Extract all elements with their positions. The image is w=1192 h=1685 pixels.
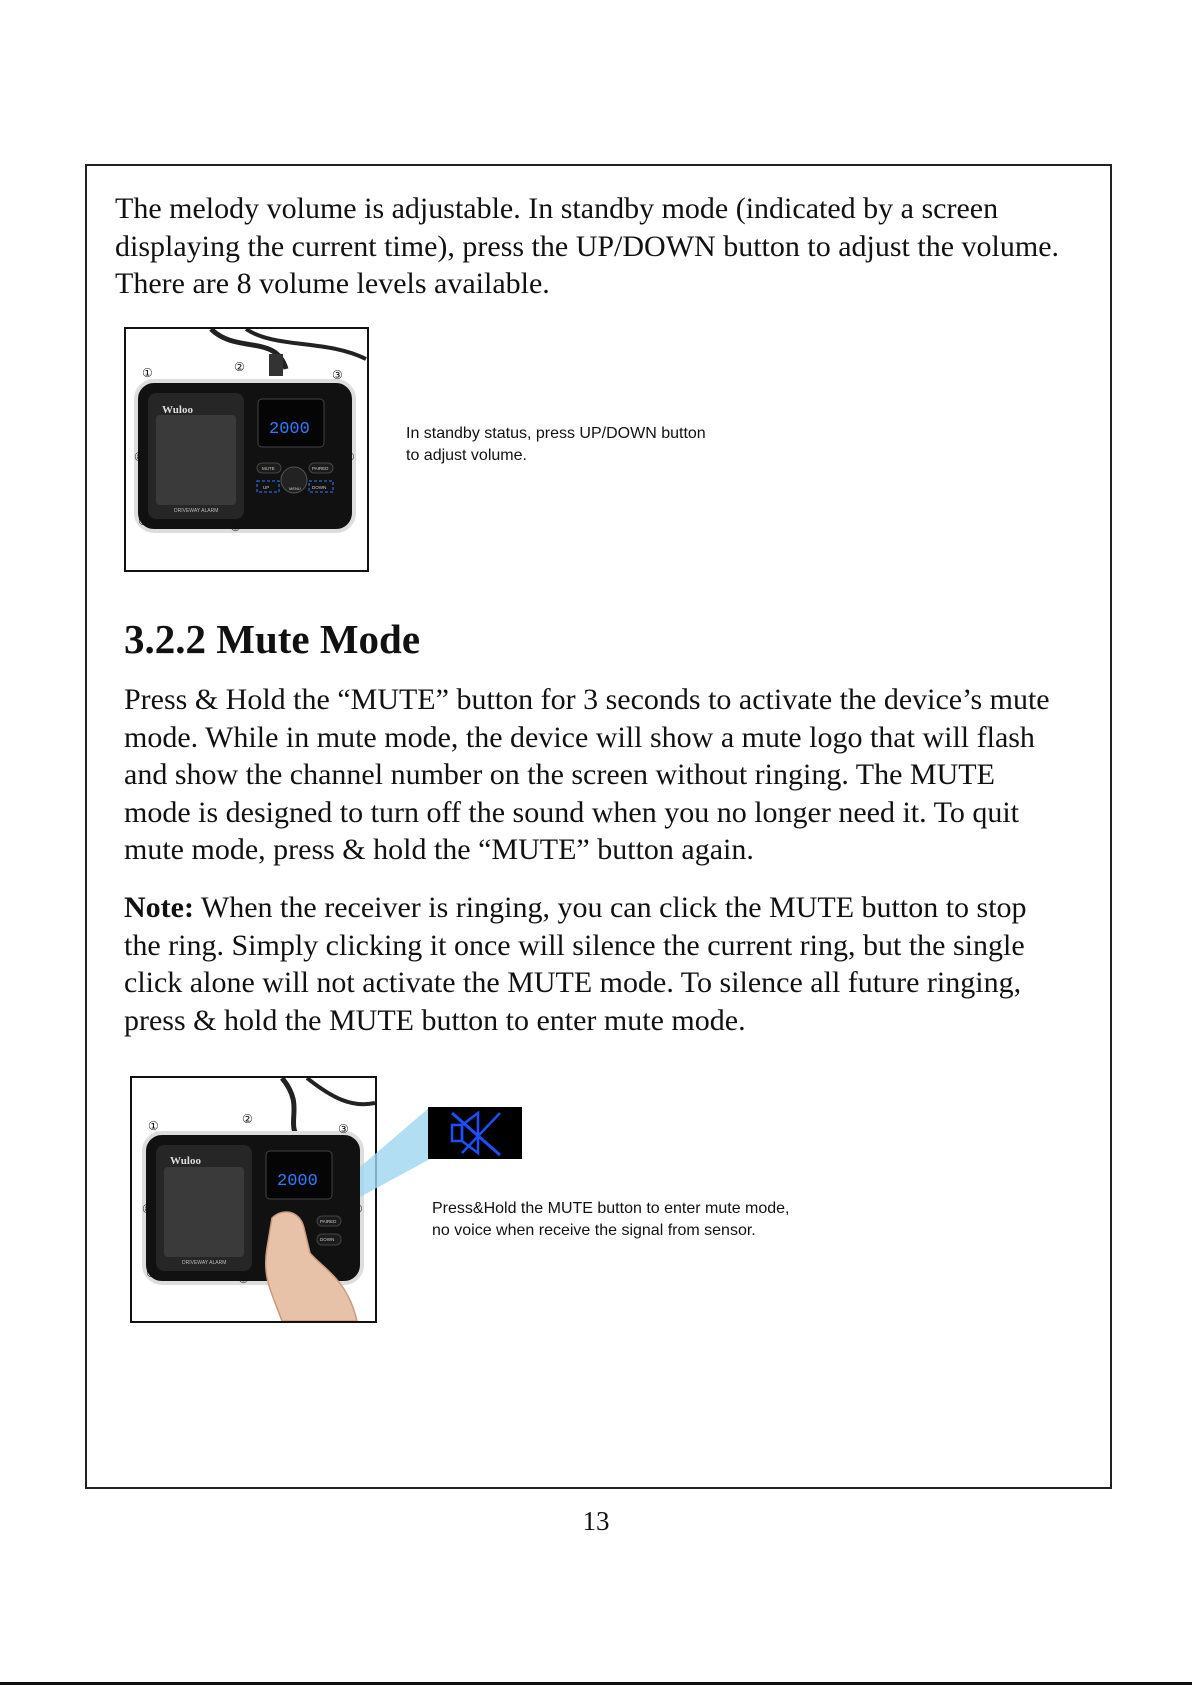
callout: ⑧ <box>134 450 145 464</box>
callout: ⑧ <box>142 1202 153 1216</box>
text-line: click alone will not activate the MUTE mode. To silence all future ringing, <box>124 966 1022 1000</box>
text-line: displaying the current time), press the UP/DOWN button to adjust the volume. <box>115 229 1060 263</box>
callout: ④ <box>344 450 355 464</box>
callout: ⑥ <box>238 1272 249 1286</box>
callout: ② <box>242 1112 253 1126</box>
callout: ④ <box>352 1202 363 1216</box>
callout: ⑦ <box>138 514 149 528</box>
figure1-caption <box>406 423 706 466</box>
menu-label: MENU <box>289 486 301 491</box>
mute-label: MUTE <box>262 466 275 471</box>
caption-line: Press&Hold the MUTE button to enter mute mode, <box>432 1200 790 1217</box>
text-line: and show the channel number on the screen without ringing. The MUTE <box>124 758 995 792</box>
device-photo-mute <box>130 1076 377 1323</box>
caption-line: no voice when receive the signal from sensor. <box>432 1221 756 1239</box>
text-line: There are 8 volume levels available. <box>115 267 550 300</box>
figure2-caption <box>432 1198 790 1241</box>
text-line: mode. While in mute mode, the device will show a mute logo that will flash <box>124 720 1035 754</box>
zoom-beam <box>360 1107 430 1197</box>
device-photo-standby <box>124 327 369 572</box>
panel-label: DRIVEWAY ALARM <box>174 508 219 514</box>
down-label: DOWN <box>312 485 327 490</box>
callout: ① <box>142 366 153 380</box>
brand-label: Wuloo <box>170 1155 201 1167</box>
text-line: press & hold the MUTE button to enter mute mode. <box>124 1003 746 1037</box>
display-readout: 2000 <box>269 420 310 439</box>
caption-line: In standby status, press UP/DOWN button <box>406 425 706 442</box>
volume-paragraph <box>115 190 1115 303</box>
text-line: mode is designed to turn off the sound when you no longer need it. To quit <box>124 795 1020 829</box>
section-heading: 3.2.2 Mute Mode <box>124 616 421 662</box>
speaker-muted-icon <box>428 1107 522 1159</box>
callout: ② <box>234 360 245 374</box>
callout: ① <box>148 1119 159 1133</box>
callout: ⑦ <box>146 1266 157 1280</box>
callout: ⑤ <box>338 1266 349 1280</box>
callout: ③ <box>338 1122 349 1136</box>
up-label: UP <box>263 485 270 490</box>
note-text: When the receiver is ringing, you can click the MUTE button to stop <box>193 891 1027 924</box>
mute-mode-paragraph <box>124 681 1114 869</box>
paired-label: PAIRED <box>312 466 329 471</box>
note-paragraph <box>124 889 1114 1039</box>
note-label: Note: <box>124 891 194 924</box>
panel-label: DRIVEWAY ALARM <box>182 1260 227 1266</box>
text-line: mute mode, press & hold the “MUTE” button again. <box>124 833 754 867</box>
callout: ③ <box>332 368 343 382</box>
text-line: The melody volume is adjustable. In standby mode (indicated by a screen <box>115 192 999 225</box>
text-line: Press & Hold the “MUTE” button for 3 seconds to activate the device’s mute <box>124 683 1050 716</box>
display-readout: 2000 <box>277 1172 318 1191</box>
paired-label: PAIRED <box>320 1219 337 1224</box>
caption-line: to adjust volume. <box>406 446 527 464</box>
text-line: the ring. Simply clicking it once will silence the current ring, but the single <box>124 928 1025 962</box>
brand-label: Wuloo <box>162 404 193 416</box>
text-line <box>124 889 1114 927</box>
callout: ⑤ <box>330 514 341 528</box>
callout: ⑥ <box>230 520 241 534</box>
page-number: 13 <box>582 1506 610 1536</box>
down-label: DOWN <box>320 1237 335 1242</box>
